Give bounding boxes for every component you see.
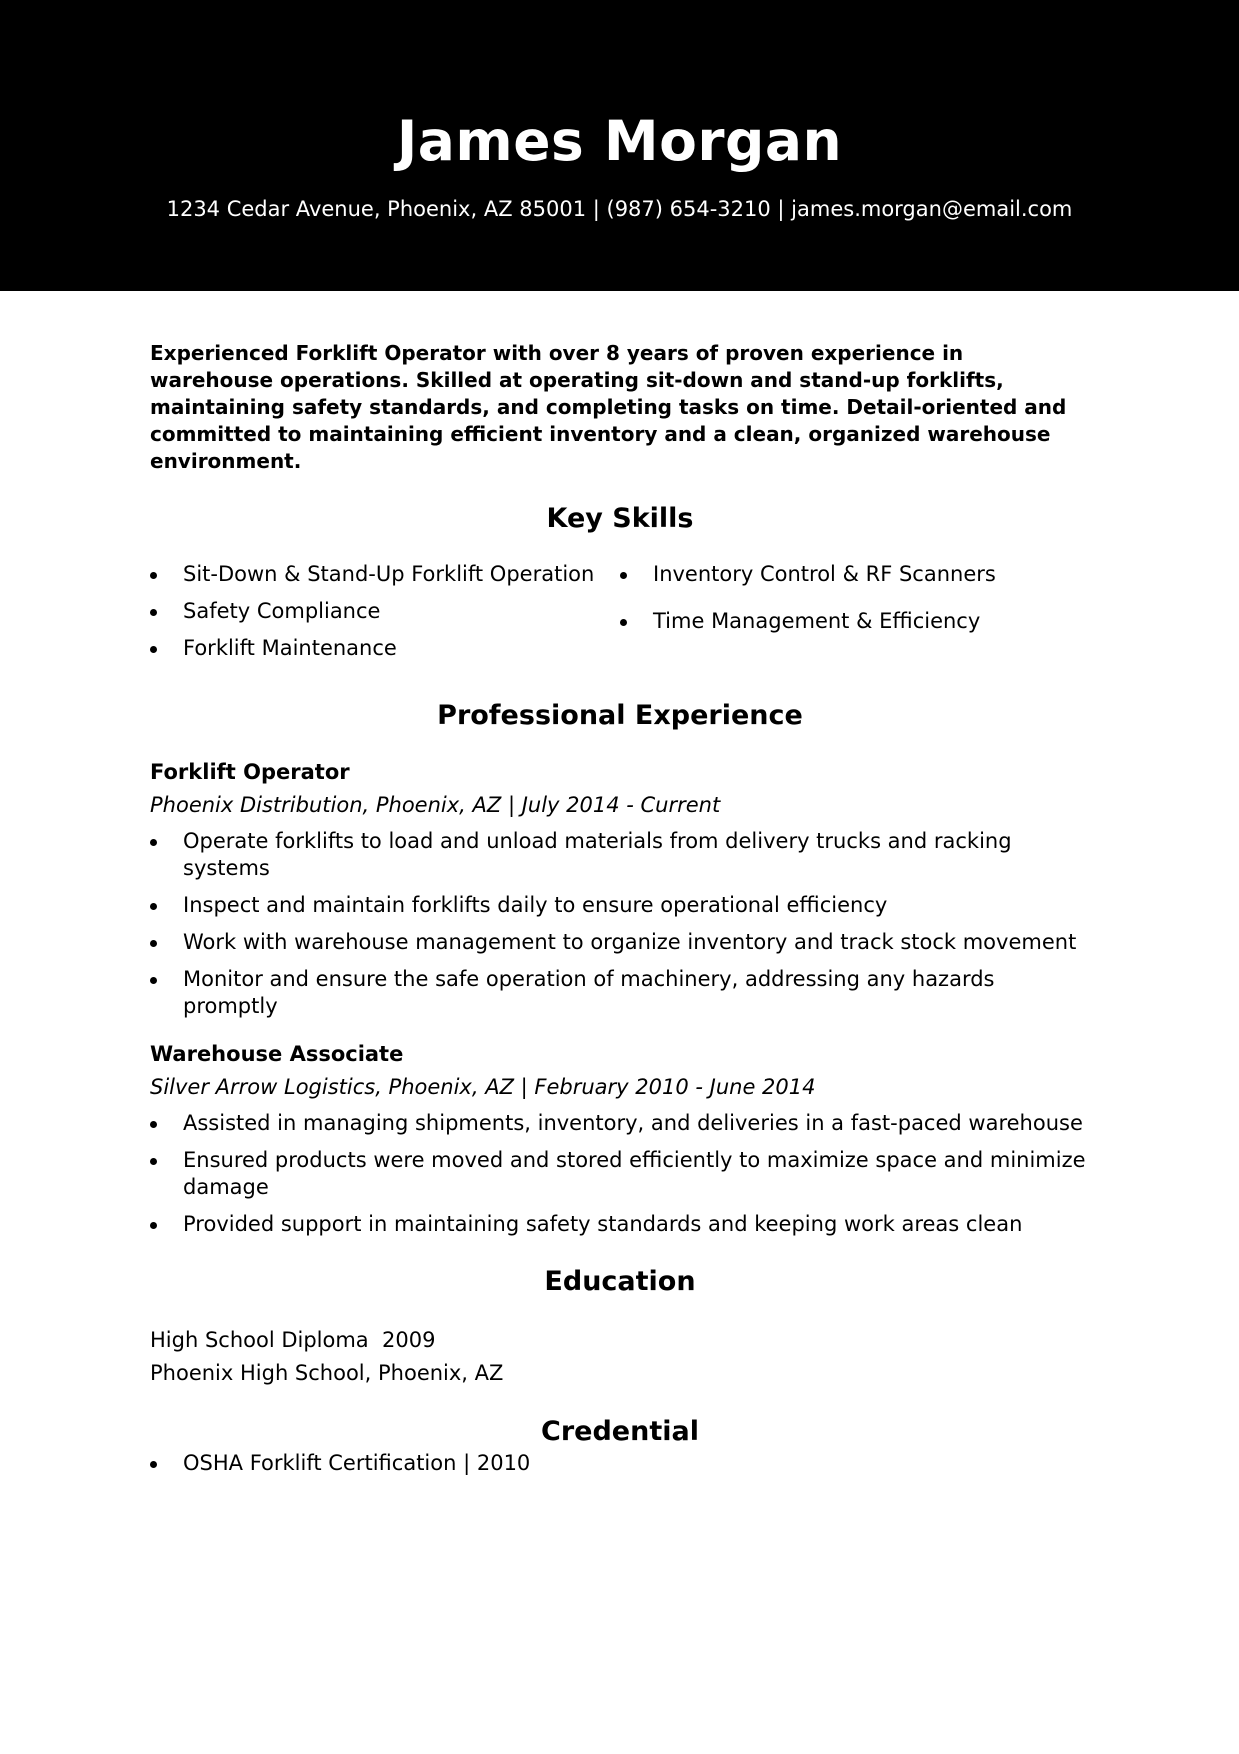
duty-item: Inspect and maintain forklifts daily to ensure operational efficiency <box>150 892 1090 919</box>
skills-list-left <box>150 561 620 672</box>
bullet-icon <box>150 1121 157 1128</box>
duty-item: Operate forklifts to load and unload materials from delivery trucks and racking systems <box>150 828 1090 882</box>
job-title: Forklift Operator <box>150 760 350 784</box>
job-title: Warehouse Associate <box>150 1042 404 1066</box>
duty-item: Ensured products were moved and stored efficiently to maximize space and minimize damage <box>150 1147 1090 1201</box>
duty-item: Assisted in managing shipments, inventory, and deliveries in a fast-paced warehouse <box>150 1110 1090 1137</box>
duty-item: Provided support in maintaining safety standards and keeping work areas clean <box>150 1211 1090 1238</box>
bullet-icon <box>150 1222 157 1229</box>
credential-item: OSHA Forklift Certification | 2010 <box>150 1450 1090 1477</box>
skills-list-right <box>620 561 1090 672</box>
bullet-icon <box>150 903 157 910</box>
skills-columns <box>150 561 1090 672</box>
education-school: Phoenix High School, Phoenix, AZ <box>150 1361 504 1385</box>
resume-header <box>0 0 1239 291</box>
skill-item: Forklift Maintenance <box>150 635 620 662</box>
candidate-name: James Morgan <box>396 109 843 173</box>
job-duties <box>150 828 1090 1020</box>
duty-item: Monitor and ensure the safe operation of machinery, addressing any hazards promptly <box>150 966 1090 1020</box>
bullet-icon <box>150 1461 157 1468</box>
skill-item: Sit-Down & Stand-Up Forklift Operation <box>150 561 620 588</box>
bullet-icon <box>150 977 157 984</box>
resume-body <box>150 340 1090 1487</box>
skills-heading: Key Skills <box>546 503 694 534</box>
experience-heading: Professional Experience <box>437 700 803 731</box>
skill-item: Safety Compliance <box>150 598 620 625</box>
bullet-icon <box>620 572 627 579</box>
job-duties <box>150 1110 1090 1238</box>
education-entry <box>150 1324 1090 1390</box>
professional-summary: Experienced Forklift Operator with over 8 years of proven experience in warehouse operations. Skilled at operating sit-down and stand-up forklifts, maintaining safety standards, and completing tasks on time. Detail-oriented and committed to maintaining efficient inventory and a clean, organized warehouse environment. <box>150 341 1067 473</box>
skill-item: Time Management & Efficiency <box>620 608 1090 635</box>
bullet-icon <box>620 619 627 626</box>
duty-item: Work with warehouse management to organize inventory and track stock movement <box>150 929 1090 956</box>
credential-heading: Credential <box>541 1416 699 1447</box>
bullet-icon <box>150 839 157 846</box>
bullet-icon <box>150 1158 157 1165</box>
education-heading: Education <box>544 1266 696 1297</box>
education-degree: High School Diploma 2009 <box>150 1328 436 1352</box>
bullet-icon <box>150 572 157 579</box>
credential-list <box>150 1450 1090 1477</box>
job-entry-forklift-operator <box>150 758 1090 1020</box>
job-entry-warehouse-associate <box>150 1040 1090 1238</box>
skill-item: Inventory Control & RF Scanners <box>620 561 1090 588</box>
job-company-dates: Phoenix Distribution, Phoenix, AZ | July 2014 - Current <box>150 793 721 817</box>
bullet-icon <box>150 609 157 616</box>
contact-info: 1234 Cedar Avenue, Phoenix, AZ 85001 | (987) 654-3210 | james.morgan@email.com <box>166 197 1073 221</box>
bullet-icon <box>150 940 157 947</box>
job-company-dates: Silver Arrow Logistics, Phoenix, AZ | February 2010 - June 2014 <box>150 1075 816 1099</box>
bullet-icon <box>150 646 157 653</box>
